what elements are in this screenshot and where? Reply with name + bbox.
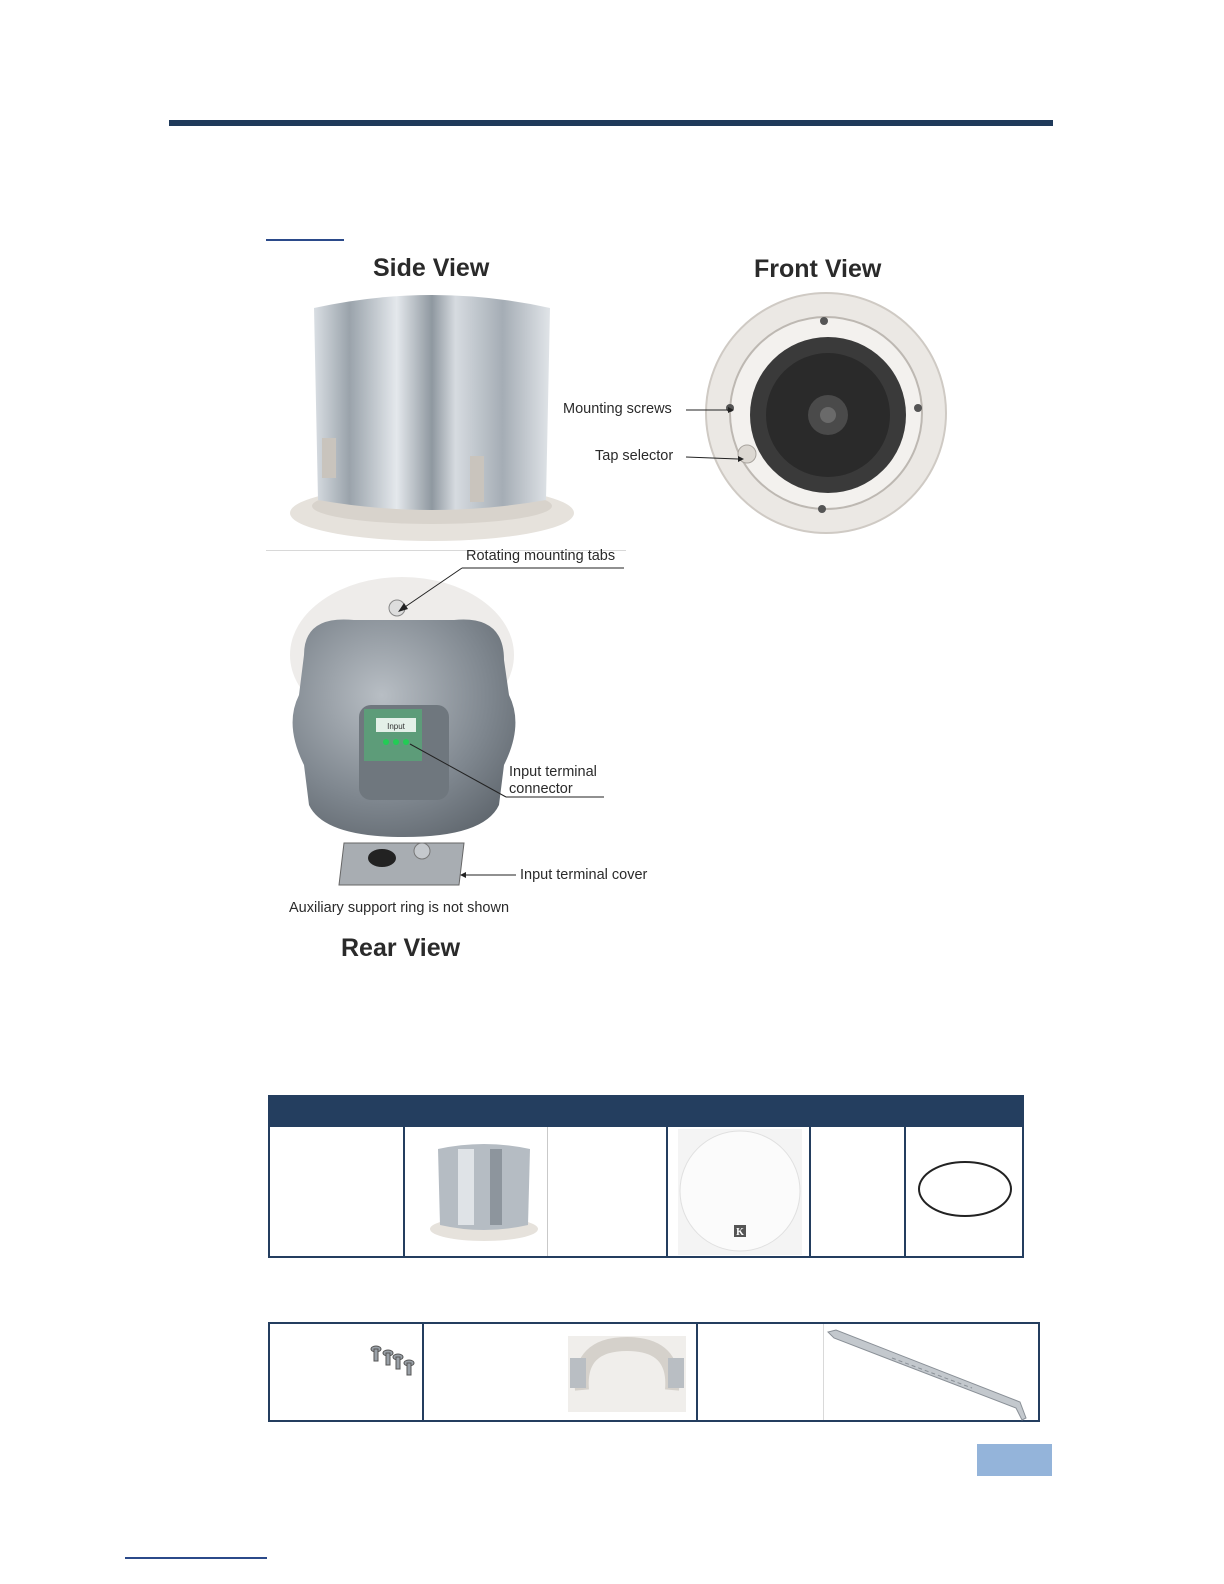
table2-divider [422,1324,424,1420]
front-view-image [704,291,948,535]
table2-body [268,1322,1040,1422]
callout-input-cover: Input terminal cover [520,867,648,883]
callout-tap-selector: Tap selector [595,448,674,464]
arrow-rotating-tabs [394,565,626,615]
table1-body [268,1127,1024,1258]
callout-input-connector-line1: Input terminal [509,764,597,780]
aux-ring-note: Auxiliary support ring is not shown [289,900,510,916]
arrow-tap-selector [684,453,744,463]
speaker-thumb-image [428,1141,540,1245]
side-view-image [284,288,580,544]
screws-image [368,1344,418,1380]
table1-thin-divider [547,1127,548,1256]
table1-divider [403,1127,405,1256]
grille-logo: K [736,1227,744,1238]
arrow-input-cover [458,870,518,880]
rear-view-image [284,575,524,895]
table2-divider [696,1324,698,1420]
header-rule [169,120,1053,126]
arrow-input-connector [402,740,606,800]
table1-divider [809,1127,811,1256]
support-ring-image [568,1336,686,1412]
figure-link[interactable] [266,239,344,241]
terminal-label: Input [387,722,405,731]
table1-header [268,1095,1024,1127]
table1-divider [904,1127,906,1256]
callout-rotating-tabs: Rotating mounting tabs [466,548,616,564]
rear-view-title: Rear View [341,934,461,962]
grille-image [678,1129,802,1255]
callout-mounting-screws: Mounting screws [563,401,672,417]
footer-link[interactable] [125,1557,267,1559]
page-number-tab [977,1444,1052,1476]
ring-image [916,1159,1014,1219]
table1-divider [666,1127,668,1256]
front-view-title: Front View [754,255,882,283]
side-view-title: Side View [373,254,490,282]
arrow-mounting-screws [684,405,734,415]
callout-input-connector-line2: connector [509,781,573,797]
support-bar-image [822,1328,1034,1422]
